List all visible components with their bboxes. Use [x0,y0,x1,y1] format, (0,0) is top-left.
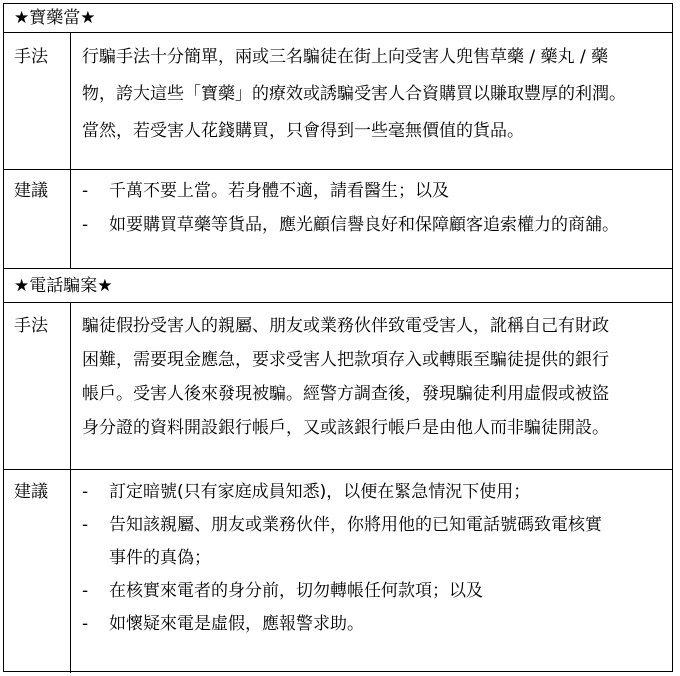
method-text-line: 當然，若受害人花錢購買，只會得到一些毫無價值的貨品。 [82,121,524,141]
method-text-line: 帳戶。受害人後來發現被騙。經警方調查後，發現騙徒利用虛假或被盜 [82,384,609,404]
scam-advice-table [3,3,673,672]
advice-item: 如要購買草藥等貨品，應光顧信譽良好和保障顧客追索權力的商舖。 [109,215,619,235]
column-divider [70,32,71,269]
advice-label: 建議 [14,482,48,502]
method-text-line: 身分證的資料開設銀行帳戶，又或該銀行帳戶是由他人而非騙徒開設。 [82,418,609,438]
method-label: 手法 [14,316,48,336]
method-text-line: 騙徒假扮受害人的親屬、朋友或業務伙伴致電受害人，訛稱自己有財政 [82,316,609,336]
column-divider [70,302,71,673]
advice-item: 訂定暗號(只有家庭成員知悉)，以便在緊急情況下使用； [109,482,531,502]
row-divider [4,268,672,269]
section-title: ★寶藥當★ [14,8,96,28]
method-text-line: 困難，需要現金應急，要求受害人把款項存入或轉賬至騙徒提供的銀行 [82,350,609,370]
section-title: ★電話騙案★ [14,276,113,296]
row-divider [4,469,672,470]
method-text-line: 物，誇大這些「寶藥」的療效或誘騙受害人合資購買以賺取豐厚的利潤。 [82,84,626,104]
advice-bullet: - [82,482,89,502]
method-text-line: 行騙手法十分簡單，兩或三名騙徒在街上向受害人兜售草藥 / 藥丸 / 藥 [82,47,609,67]
row-divider [4,169,672,170]
advice-bullet: - [82,581,89,601]
advice-item: 如懷疑來電是虛假，應報警求助。 [109,614,364,634]
row-divider [4,32,672,33]
advice-item-continuation: 事件的真偽； [109,548,211,568]
advice-item: 千萬不要上當。若身體不適，請看醫生；以及 [109,181,449,201]
advice-bullet: - [82,515,89,535]
advice-bullet: - [82,215,89,235]
method-label: 手法 [14,47,48,67]
advice-item: 在核實來電者的身分前，切勿轉帳任何款項；以及 [109,581,483,601]
advice-bullet: - [82,181,89,201]
advice-label: 建議 [14,181,48,201]
row-divider [4,302,672,303]
advice-item: 告知該親屬、朋友或業務伙伴，你將用他的已知電話號碼致電核實 [109,515,602,535]
advice-bullet: - [82,614,89,634]
